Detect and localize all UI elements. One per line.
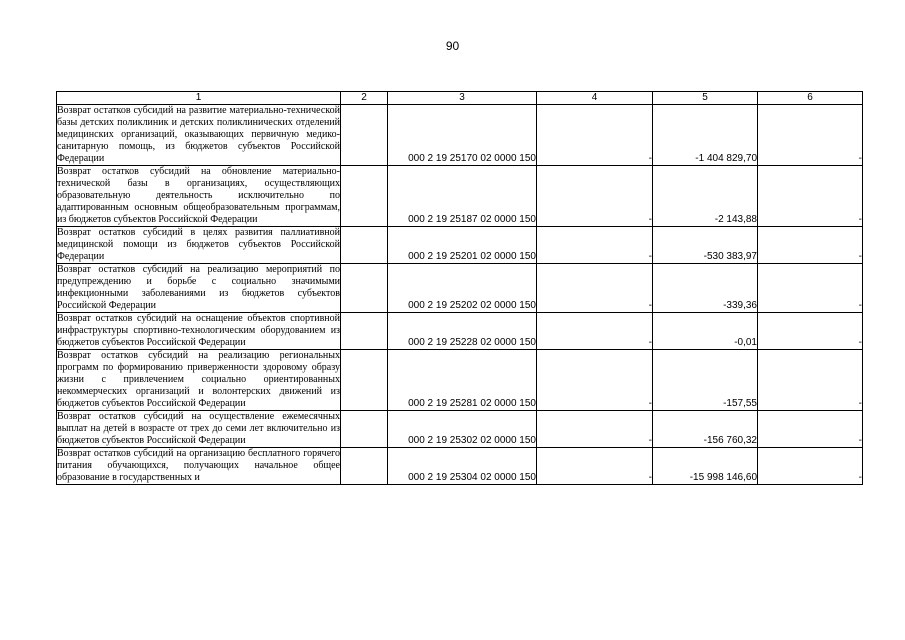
row-col4: - <box>537 448 653 485</box>
row-name: Возврат остатков субсидий на обновление материально-технической базы в организациях, осуществляющих образовательную деятельность исключительно по адаптированным основным общеобразовательным программам, из бюджетов субъектов Российской Федерации <box>57 166 340 225</box>
column-header-1: 1 <box>57 92 341 105</box>
table-row <box>57 411 863 448</box>
row-col6: - <box>758 411 863 448</box>
row-col4: - <box>537 313 653 350</box>
row-col6: - <box>758 448 863 485</box>
row-amount: -2 143,88 <box>653 166 758 227</box>
row-col6: - <box>758 264 863 313</box>
row-amount: -15 998 146,60 <box>653 448 758 485</box>
column-header-6: 6 <box>758 92 863 105</box>
table-row <box>57 350 863 411</box>
row-code: 000 2 19 25170 02 0000 150 <box>388 105 537 166</box>
row-name: Возврат остатков субсидий в целях развития паллиативной медицинской помощи из бюджетов субъектов Российской Федерации <box>57 227 340 262</box>
row-col2 <box>341 227 388 264</box>
table-row <box>57 105 863 166</box>
row-col4: - <box>537 227 653 264</box>
row-name: Возврат остатков субсидий на оснащение объектов спортивной инфраструктуры спортивно-технологическим оборудованием из бюджетов субъектов Российской Федерации <box>57 313 340 348</box>
row-name: Возврат остатков субсидий на реализацию региональных программ по формированию приверженности здоровому образу жизни с привлечением социально ориентированных некоммерческих организаций и волонтерских движений из бюджетов субъектов Российской Федерации <box>57 350 340 409</box>
row-amount: -156 760,32 <box>653 411 758 448</box>
row-amount: -530 383,97 <box>653 227 758 264</box>
row-amount: -339,36 <box>653 264 758 313</box>
row-col2 <box>341 264 388 313</box>
table-row <box>57 313 863 350</box>
row-col4: - <box>537 264 653 313</box>
row-code: 000 2 19 25228 02 0000 150 <box>388 313 537 350</box>
row-amount: -157,55 <box>653 350 758 411</box>
column-header-3: 3 <box>388 92 537 105</box>
row-col2 <box>341 313 388 350</box>
row-name: Возврат остатков субсидий на организацию бесплатного горячего питания обучающихся, получающих начальное общее образование в государственных и <box>57 448 340 483</box>
row-code: 000 2 19 25302 02 0000 150 <box>388 411 537 448</box>
row-name: Возврат остатков субсидий на осуществление ежемесячных выплат на детей в возрасте от трех до семи лет включительно из бюджетов субъектов Российской Федерации <box>57 411 340 446</box>
table-row <box>57 448 863 485</box>
table-row <box>57 227 863 264</box>
table-row <box>57 264 863 313</box>
row-name: Возврат остатков субсидий на реализацию мероприятий по предупреждению и борьбе с социально значимыми инфекционными заболеваниями из бюджетов субъектов Российской Федерации <box>57 264 340 311</box>
row-col2 <box>341 166 388 227</box>
row-code: 000 2 19 25202 02 0000 150 <box>388 264 537 313</box>
row-col6: - <box>758 166 863 227</box>
column-header-4: 4 <box>537 92 653 105</box>
row-code: 000 2 19 25201 02 0000 150 <box>388 227 537 264</box>
row-col6: - <box>758 105 863 166</box>
table-row <box>57 166 863 227</box>
row-amount: -0,01 <box>653 313 758 350</box>
row-col4: - <box>537 350 653 411</box>
column-header-5: 5 <box>653 92 758 105</box>
page-number: 90 <box>445 39 460 53</box>
row-col4: - <box>537 105 653 166</box>
row-code: 000 2 19 25187 02 0000 150 <box>388 166 537 227</box>
row-col2 <box>341 448 388 485</box>
row-code: 000 2 19 25281 02 0000 150 <box>388 350 537 411</box>
row-code: 000 2 19 25304 02 0000 150 <box>388 448 537 485</box>
row-name: Возврат остатков субсидий на развитие материально-технической базы детских поликлиник и детских поликлинических отделений медицинских организаций, оказывающих первичную медико-санитарную помощь, из бюджетов субъектов Российской Федерации <box>57 105 340 164</box>
row-col6: - <box>758 313 863 350</box>
row-col2 <box>341 350 388 411</box>
row-amount: -1 404 829,70 <box>653 105 758 166</box>
row-col2 <box>341 411 388 448</box>
header-row <box>57 92 863 105</box>
row-col6: - <box>758 227 863 264</box>
row-col4: - <box>537 166 653 227</box>
row-col2 <box>341 105 388 166</box>
row-col6: - <box>758 350 863 411</box>
row-col4: - <box>537 411 653 448</box>
budget-table <box>56 91 863 485</box>
column-header-2: 2 <box>341 92 388 105</box>
